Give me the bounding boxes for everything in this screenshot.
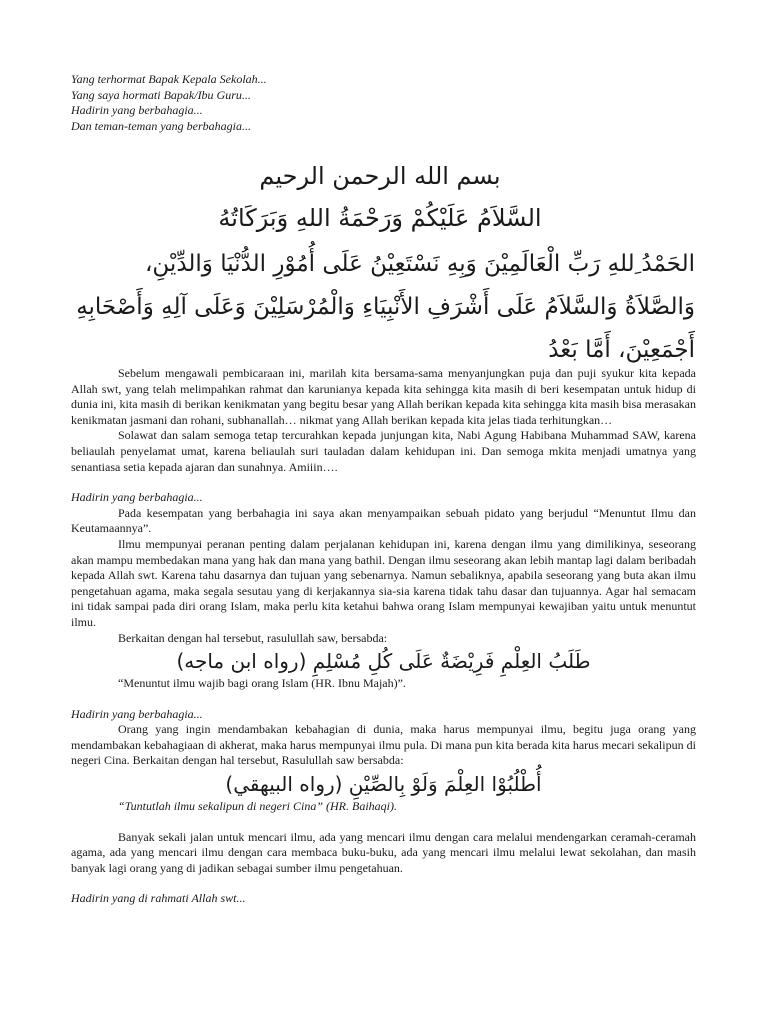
speech-body xyxy=(71,366,696,907)
hadith-translation: “Menuntut ilmu wajib bagi orang Islam (HR. Ibnu Majah)”. xyxy=(118,676,406,691)
hadith-arabic: طَلَبُ العِلْمِ فَرِيْضَةٌ عَلَى كُلِ مُسْلِمِ (رواه ابن ماجه) xyxy=(176,649,591,674)
hamdalah-opening: الحَمْدُ ِللهِ رَبِّ الْعَالَمِيْنَ وَبِهِ نَسْتَعِيْنُ عَلَى أُمُوْرِ الدُّنْيَا وَالدِّيْنِ، وَالصَّلاَةُ وَالسَّلاَمُ عَلَى أَشْرَفِ الأَنْبِيَاءِ وَالْمُرْسَلِيْنَ وَعَلَى آلِهِ وَأَصْحَابِهِ أَجْمَعِيْنَ، أَمَّا بَعْدُ xyxy=(76,251,695,363)
section-heading: Hadirin yang di rahmati Allah swt... xyxy=(71,891,246,906)
salutation-line: Yang terhormat Bapak Kepala Sekolah... xyxy=(71,72,267,86)
salutation-line: Dan teman-teman yang berbahagia... xyxy=(71,118,251,133)
paragraph: Ilmu mempunyai peranan penting dalam perjalanan kehidupan ini, karena dengan ilmu yang dimilikinya, seseorang akan mampu membedakan mana yang hak dan mana yang bathil. Dengan ilmu seseorang akan lebih mantap lagi dalam beribadah kepada Allah swt. Karena tahu dasarnya dan tujuan yang sebenarnya. Namun sebaliknya, apabila seseorang yang buta akan ilmu pengetahuan agama, maka segala sesutau yang di kerjakannya sia-sia karena tidak tahu dasar dan tujuannya. Agar hal semacam ini tidak sampai pada diri orang Islam, maka perlu kita ketahui bahwa orang Islam mempunyai kewajiban yaitu untuk menuntut ilmu. xyxy=(71,536,696,629)
section-heading: Hadirin yang berbahagia... xyxy=(71,706,203,721)
section-heading: Hadirin yang berbahagia... xyxy=(71,490,203,505)
salutation-list xyxy=(71,72,471,134)
paragraph: Berkaitan dengan hal tersebut, rasulullah saw, bersabda: xyxy=(118,630,388,645)
hadith-translation: “Tuntutlah ilmu sekalipun di negeri Cina” (HR. Baihaqi). xyxy=(118,799,397,814)
paragraph: Pada kesempatan yang berbahagia ini saya akan menyampaikan sebuah pidato yang berjudul “Menuntut Ilmu dan Keutamaannya”. xyxy=(71,505,696,536)
salutation-line: Yang saya hormati Bapak/Ibu Guru... xyxy=(71,87,251,102)
paragraph: Solawat dan salam semoga tetap tercurahkan kepada junjungan kita, Nabi Agung Habibana Muhammad SAW, karena beliaulah penyelamat umat, karena beliaulah suri tauladan dalam kehidupan ini. Dan semoga mkita menjadi umatnya yang senantiasa setia kepada ajaran dan sunahnya. Amiiin…. xyxy=(71,428,696,474)
salam-greeting: السَّلاَمُ عَلَيْكُمْ وَرَحْمَةُ اللهِ وَبَرَكَاتُهُ xyxy=(218,204,542,232)
basmalah: بسم الله الرحمن الرحيم xyxy=(259,162,501,190)
paragraph: Sebelum mengawali pembicaraan ini, marilah kita bersama-sama menyanjungkan puja dan puji syukur kita kepada Allah swt, yang telah melimpahkan rahmat dan karunianya kepada kita sehingga kita masih di beri kesempatan untuk hidup di dunia ini, kita masih di berikan kenikmatan yang begitu besar yang Allah berikan kepada kita sehingga kita masih bisa merasakan kenikmatan jasmani dan rohani, subhanallah… nikmat yang Allah berikan kepada kita jelas tiada terhitungkan… xyxy=(71,366,696,427)
paragraph: Orang yang ingin mendambakan kebahagian di dunia, maka harus mempunyai ilmu, begitu juga orang yang mendambakan kebahagiaan di akherat, maka harus mempunyai ilmu pula. Di mana pun kita berada kita harus mecari sekalipun di negeri Cina. Berkaitan dengan hal tersebut, Rasulullah saw bersabda: xyxy=(71,722,696,768)
salutation-line: Hadirin yang berbahagia... xyxy=(71,103,203,117)
paragraph: Banyak sekali jalan untuk mencari ilmu, ada yang mencari ilmu dengan cara melalui mendengarkan ceramah-ceramah agama, ada yang mencari ilmu dengan cara membaca buku-buku, ada yang mencari ilmu melalui lewat sekolahan, dan masih banyak lagi orang yang di jadikan sebagai sumber ilmu pengetahuan. xyxy=(71,829,696,875)
hadith-arabic: أُطْلُبُوْا العِلْمَ وَلَوْ بِالصِّيْنِ (رواه البيهقي) xyxy=(225,772,542,797)
